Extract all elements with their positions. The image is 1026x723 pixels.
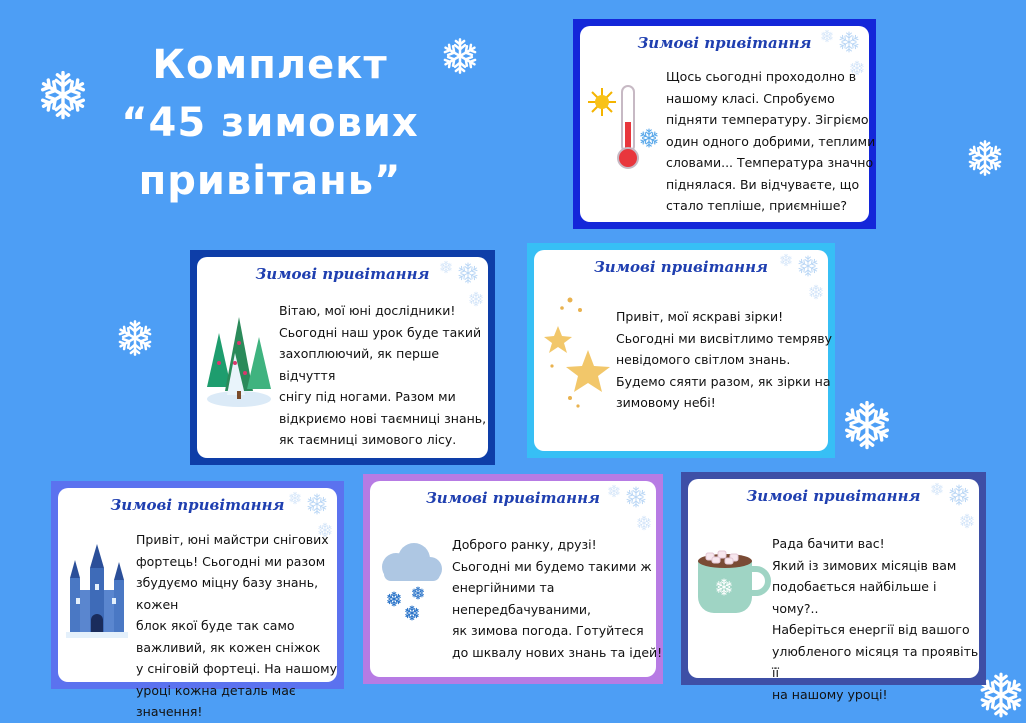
snowflake-icon (965, 138, 1005, 178)
snowflake-icon (115, 318, 155, 358)
greeting-card (51, 481, 344, 719)
corner-snowflakes-icon (907, 481, 977, 541)
ice-castle-icon (64, 540, 130, 640)
snow-cloud-icon (374, 543, 450, 623)
card-body (197, 257, 488, 458)
greeting-card (573, 19, 876, 229)
cocoa-mug-icon (692, 543, 772, 621)
title-line-2: “45 зимових (121, 100, 419, 146)
card-heading: Зимові привітання (746, 487, 921, 505)
greeting-card (190, 250, 495, 465)
card-body (370, 481, 663, 677)
stars-icon (540, 290, 612, 412)
card-text: Привіт, юні майстри снігових фортець! Сьогодні ми разом збудуємо міцну базу знань, кожен блок якої буде так само важливий, як кожен сніжок у сніговій фортеці. На нашому уроці кожна деталь має значення! (136, 532, 337, 719)
snowy-trees-icon (205, 313, 273, 409)
snowflake-icon (840, 398, 894, 452)
corner-snowflakes-icon (756, 252, 826, 312)
snowflake-icon (440, 36, 480, 76)
card-text: Рада бачити вас! Який із зимових місяців вам подобається найбільше і чому?.. Наберіться енергії від вашого улюбленого місяця та проявіть її на нашому уроці! (772, 536, 979, 702)
page-title (115, 36, 425, 210)
card-body (688, 479, 979, 702)
greeting-card (527, 243, 835, 458)
card-text: Щось сьогодні проходолно в нашому класі. Спробуємо підняти температуру. Зігріємо один одного добрими, теплими словами... Температура значно піднялася. Ви відчуваєте, що стало тепліше, приємніше? (666, 69, 876, 213)
card-heading: Зимові привітання (110, 496, 285, 514)
card-text: Доброго ранку, друзі! Сьогодні ми будемо такими ж енергійними та непередбачуваними, як зимова погода. Готуйтеся до шквалу нових знань та ідей! (452, 537, 663, 660)
card-heading: Зимові привітання (637, 34, 812, 52)
card-heading: Зимові привітання (593, 258, 768, 276)
card-text: Привіт, мої яскраві зірки! Сьогодні ми висвітлимо темряву невідомого світлом знань. Будемо сяяти разом, як зірки на зимовому небі! (616, 309, 833, 410)
snowflake-icon (36, 68, 90, 122)
title-line-3: привітань” (138, 158, 402, 204)
card-body (534, 250, 833, 451)
title-line-1: Комплект (152, 42, 388, 88)
thermometer-sun-icon (586, 82, 662, 174)
greeting-card (363, 474, 663, 684)
greeting-card (681, 472, 986, 702)
card-heading: Зимові привітання (425, 489, 600, 507)
card-heading: Зимові привітання (255, 265, 430, 283)
card-text: Вітаю, мої юні дослідники! Сьогодні наш урок буде такий захоплюючий, як перше відчуття снігу під ногами. Разом ми відкриємо нові таємниці знань, як таємниці зимового лісу. (279, 303, 487, 447)
card-body (58, 488, 337, 719)
card-body (580, 26, 876, 222)
